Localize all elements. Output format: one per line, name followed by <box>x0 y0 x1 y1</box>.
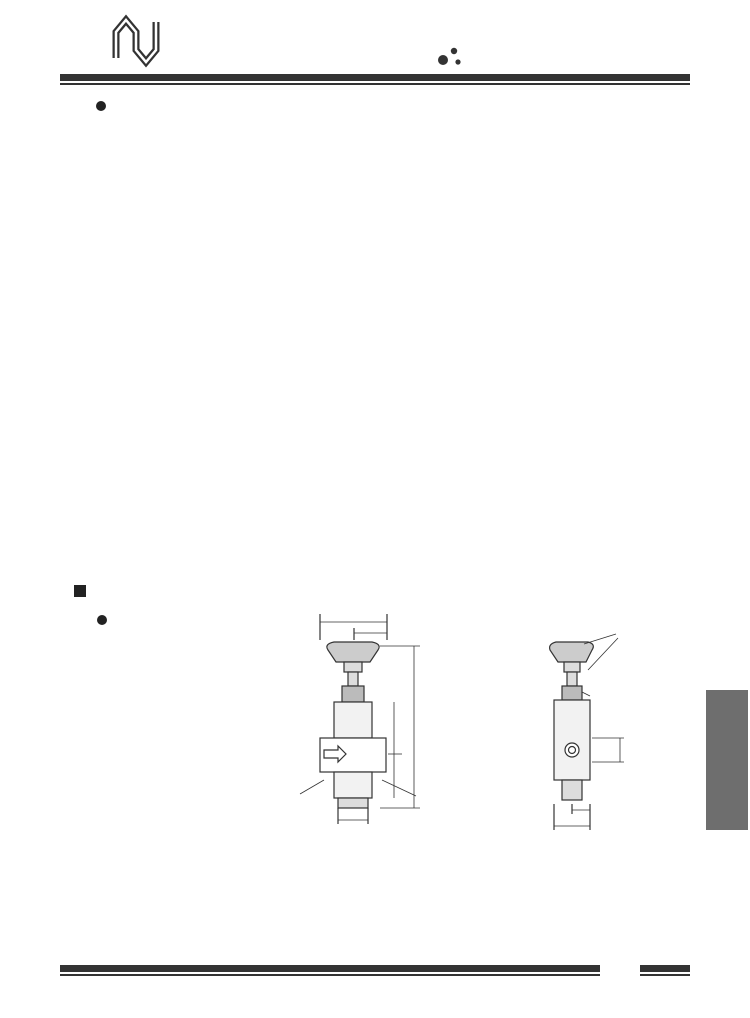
bullet-icon <box>95 100 107 112</box>
valve-side-view <box>540 620 670 840</box>
chart-tcv-06 <box>400 155 640 355</box>
footer-rule <box>60 965 600 972</box>
header-rule-thin <box>60 83 690 85</box>
bullet-icon <box>96 614 108 626</box>
chart-tcv-03 <box>100 150 340 380</box>
chart-tcv-10 <box>100 420 350 585</box>
header-rule <box>60 74 690 81</box>
footer-rule-right <box>640 965 690 972</box>
logo-icon <box>112 12 164 70</box>
footer-rule-right-thin <box>640 974 690 976</box>
footer-rule-thin <box>60 974 600 976</box>
square-bullet-icon <box>74 585 86 597</box>
header-dots-icon <box>436 42 464 68</box>
side-label <box>706 690 748 830</box>
valve-front-view <box>220 610 430 840</box>
